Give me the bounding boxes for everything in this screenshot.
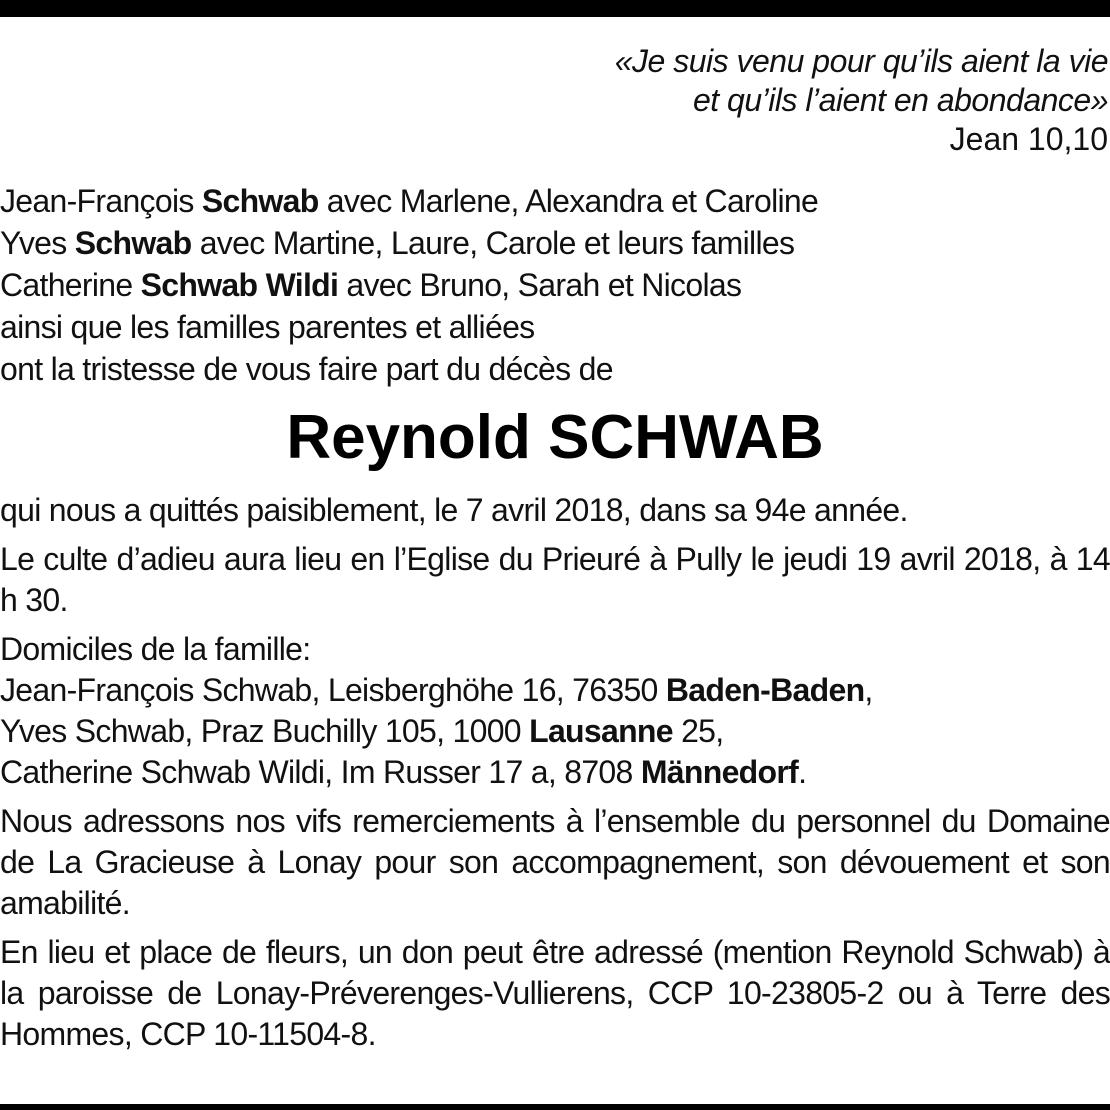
domiciles-heading: Domiciles de la famille: bbox=[0, 631, 311, 667]
epigraph-quote bbox=[308, 42, 1108, 159]
address-text: Jean-François Schwab, Leisberghöhe 16, 76350 bbox=[0, 672, 666, 708]
domicile-address bbox=[0, 752, 1110, 793]
quote-reference: Jean 10,10 bbox=[949, 121, 1108, 157]
thanks-paragraph: Nous adressons nos vifs remerciements à l’ensemble du personnel du Domaine de La Gracieuse à Lonay pour son accompagnement, son dévouement et son amabilité. bbox=[0, 803, 1110, 921]
family-first-name: Catherine bbox=[0, 267, 141, 303]
address-text: Catherine Schwab Wildi, Im Russer 17 a, 8708 bbox=[0, 754, 641, 790]
address-text: Yves Schwab, Praz Buchilly 105, 1000 bbox=[0, 713, 530, 749]
quote-line-1: «Je suis venu pour qu’ils aient la vie bbox=[614, 43, 1108, 79]
family-members: avec Marlene, Alexandra et Caroline bbox=[318, 183, 819, 219]
announcement-line: ont la tristesse de vous faire part du décès de bbox=[0, 351, 613, 387]
address-tail: . bbox=[798, 754, 807, 790]
family-relatives-line: ainsi que les familles parentes et alliées bbox=[0, 309, 535, 345]
deceased-name: Reynold SCHWAB bbox=[286, 403, 824, 472]
address-city: Lausanne bbox=[529, 713, 673, 749]
address-tail: 25, bbox=[672, 713, 724, 749]
family-members: avec Martine, Laure, Carole et leurs familles bbox=[191, 225, 795, 261]
top-border-rule bbox=[0, 0, 1110, 17]
ceremony-info: Le culte d’adieu aura lieu en l’Eglise du Prieuré à Pully le jeudi 19 avril 2018, à 14 h 30. bbox=[0, 541, 1110, 618]
quote-line-2: et qu’ils l’aient en abondance» bbox=[692, 82, 1108, 118]
domicile-address bbox=[0, 670, 1110, 711]
passing-statement: qui nous a quittés paisiblement, le 7 avril 2018, dans sa 94e année. bbox=[0, 492, 908, 528]
family-first-name: Jean-François bbox=[0, 183, 202, 219]
domicile-address bbox=[0, 711, 1110, 752]
obituary-body bbox=[0, 490, 1110, 1063]
family-announcement bbox=[0, 180, 1110, 390]
address-city: Baden-Baden bbox=[665, 672, 865, 708]
bottom-border-rule bbox=[0, 1104, 1110, 1110]
domiciles-block bbox=[0, 629, 1110, 793]
family-members: avec Bruno, Sarah et Nicolas bbox=[338, 267, 742, 303]
family-line-3 bbox=[0, 264, 1110, 306]
address-tail: , bbox=[864, 672, 873, 708]
family-surname: Schwab bbox=[74, 225, 192, 261]
family-first-name: Yves bbox=[0, 225, 75, 261]
family-line-1 bbox=[0, 180, 1110, 222]
donation-paragraph: En lieu et place de fleurs, un don peut être adressé (mention Reynold Schwab) à la paroisse de Lonay-Préverenges-Vullierens, CCP 10-23805-2 ou à Terre des Hommes, CCP 10-11504-8. bbox=[0, 934, 1110, 1052]
family-surname: Schwab bbox=[201, 183, 319, 219]
address-city: Männedorf bbox=[640, 754, 799, 790]
family-surname: Schwab Wildi bbox=[140, 267, 339, 303]
family-line-2 bbox=[0, 222, 1110, 264]
